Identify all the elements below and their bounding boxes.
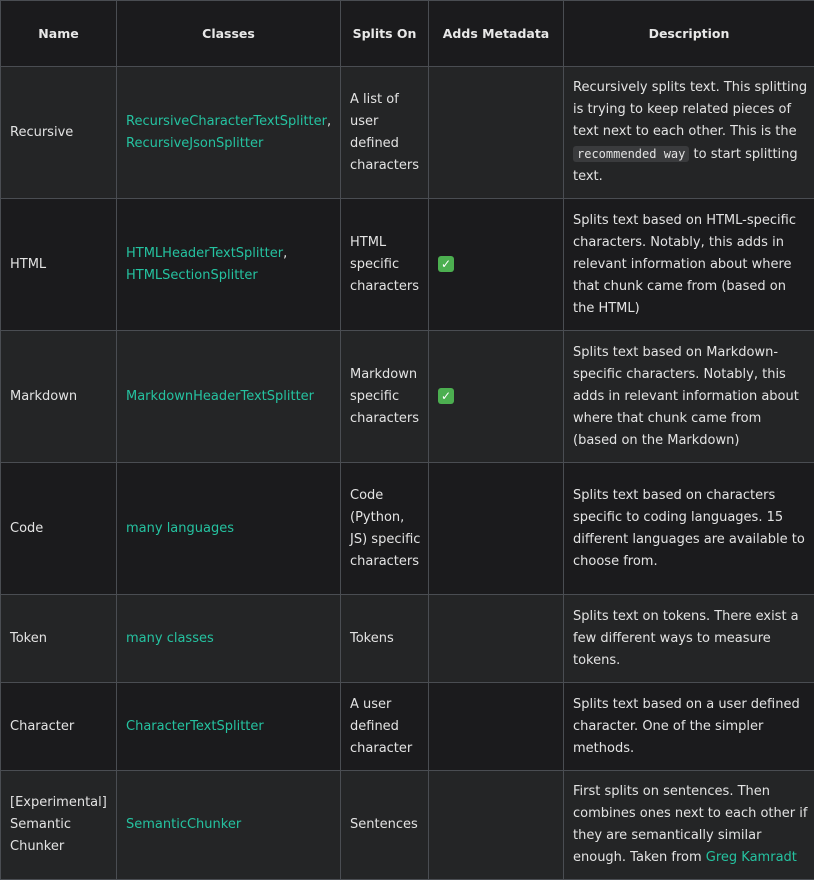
cell-classes xyxy=(117,331,341,463)
cell-description: Splits text based on a user defined character. One of the simpler methods. xyxy=(564,683,814,771)
cell-splits-on: A user defined character xyxy=(341,683,429,771)
cell-splits-on: HTML specific characters xyxy=(341,199,429,331)
cell-splits-on: Code (Python, JS) specific characters xyxy=(341,463,429,595)
description-text: First splits on sentences. Then combines ones next to each other if they are semantically similar enough. Taken from xyxy=(573,784,807,865)
cell-name: [Experimental] Semantic Chunker xyxy=(1,771,117,880)
greg-kamradt-link[interactable]: Greg Kamradt xyxy=(706,850,797,865)
cell-description: Splits text based on characters specific to coding languages. 15 different languages are available to choose from. xyxy=(564,463,814,595)
inline-code: recommended way xyxy=(573,146,689,162)
cell-adds-metadata xyxy=(429,463,564,595)
class-link[interactable]: SemanticChunker xyxy=(126,817,241,832)
cell-name: HTML xyxy=(1,199,117,331)
class-link[interactable]: RecursiveJsonSplitter xyxy=(126,136,263,151)
cell-name: Recursive xyxy=(1,67,117,199)
table-row xyxy=(1,67,814,199)
cell-description: Splits text on tokens. There exist a few different ways to measure tokens. xyxy=(564,595,814,683)
table-row xyxy=(1,199,814,331)
cell-description xyxy=(564,771,814,880)
cell-splits-on: Sentences xyxy=(341,771,429,880)
class-link[interactable]: HTMLSectionSplitter xyxy=(126,268,258,283)
cell-classes: HTMLHeaderTextSplitter, HTMLSectionSplitter xyxy=(117,199,341,331)
cell-adds-metadata xyxy=(429,67,564,199)
class-link[interactable]: MarkdownHeaderTextSplitter xyxy=(126,389,314,404)
check-mark-button-icon: ✓ xyxy=(438,256,454,272)
class-link[interactable]: RecursiveCharacterTextSplitter xyxy=(126,114,327,129)
cell-classes: RecursiveCharacterTextSplitter, RecursiveJsonSplitter xyxy=(117,67,341,199)
cell-description: Splits text based on Markdown-specific characters. Notably, this adds in relevant information about where that chunk came from (based on the Markdown) xyxy=(564,331,814,463)
class-link[interactable]: many languages xyxy=(126,521,234,536)
description-text: to start splitting text. xyxy=(573,147,798,184)
cell-classes xyxy=(117,463,341,595)
class-link[interactable]: many classes xyxy=(126,631,214,646)
cell-splits-on: A list of user defined characters xyxy=(341,67,429,199)
cell-description: Splits text based on HTML-specific characters. Notably, this adds in relevant information about where that chunk came from (based on the HTML) xyxy=(564,199,814,331)
cell-description xyxy=(564,67,814,199)
cell-name: Markdown xyxy=(1,331,117,463)
cell-classes xyxy=(117,771,341,880)
check-mark-button-icon: ✓ xyxy=(438,388,454,404)
table-row xyxy=(1,595,814,683)
cell-name: Token xyxy=(1,595,117,683)
description-text: Recursively splits text. This splitting is trying to keep related pieces of text next to each other. This is the xyxy=(573,80,807,139)
table-row xyxy=(1,771,814,880)
table-row xyxy=(1,683,814,771)
cell-adds-metadata xyxy=(429,199,564,331)
table-row xyxy=(1,463,814,595)
class-link[interactable]: CharacterTextSplitter xyxy=(126,719,264,734)
class-link[interactable]: HTMLHeaderTextSplitter xyxy=(126,246,283,261)
cell-splits-on: Markdown specific characters xyxy=(341,331,429,463)
header-adds-metadata: Adds Metadata xyxy=(429,1,564,67)
cell-classes xyxy=(117,683,341,771)
header-description: Description xyxy=(564,1,814,67)
cell-name: Code xyxy=(1,463,117,595)
header-name: Name xyxy=(1,1,117,67)
header-splits-on: Splits On xyxy=(341,1,429,67)
cell-adds-metadata xyxy=(429,771,564,880)
cell-classes xyxy=(117,595,341,683)
cell-splits-on: Tokens xyxy=(341,595,429,683)
header-classes: Classes xyxy=(117,1,341,67)
table-row xyxy=(1,331,814,463)
header-row xyxy=(1,1,814,67)
cell-adds-metadata xyxy=(429,595,564,683)
cell-adds-metadata xyxy=(429,683,564,771)
cell-adds-metadata xyxy=(429,331,564,463)
cell-name: Character xyxy=(1,683,117,771)
